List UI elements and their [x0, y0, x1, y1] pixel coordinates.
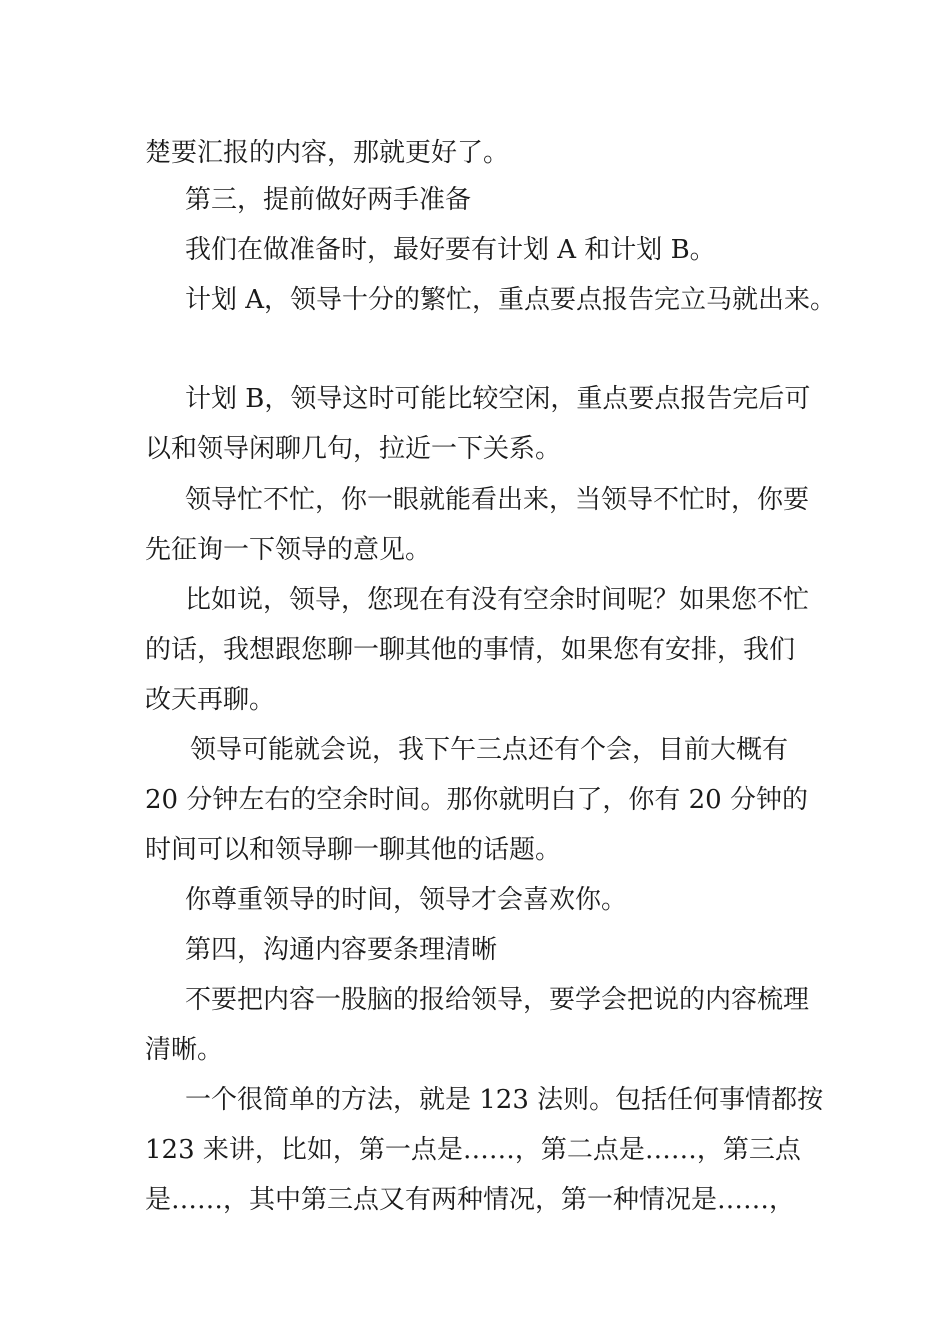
- text-line: 一个很简单的方法，就是 123 法则。包括任何事情都按: [185, 1085, 824, 1115]
- text-line: 以和领导闲聊几句，拉近一下关系。: [145, 434, 562, 464]
- text-line: 20 分钟左右的空余时间。那你就明白了，你有 20 分钟的: [145, 785, 808, 815]
- text-line: 是……，其中第三点又有两种情况，第一种情况是……，: [145, 1185, 796, 1215]
- text-line: 清晰。: [145, 1035, 224, 1065]
- text-line: 改天再聊。: [145, 685, 276, 715]
- text-line: 比如说，领导，您现在有没有空余时间呢？如果您不忙: [185, 585, 810, 615]
- text-line: 计划 B，领导这时可能比较空闲，重点要点报告完后可: [185, 384, 811, 414]
- text-line: 不要把内容一股脑的报给领导，要学会把说的内容梳理: [185, 985, 810, 1015]
- text-line: 楚要汇报的内容，那就更好了。: [145, 138, 510, 168]
- text-line: 的话，我想跟您聊一聊其他的事情，如果您有安排，我们: [145, 635, 796, 665]
- text-line: 领导可能就会说，我下午三点还有个会，目前大概有: [190, 735, 789, 765]
- text-line: 先征询一下领导的意见。: [145, 535, 432, 565]
- section-heading: 第四，沟通内容要条理清晰: [185, 935, 498, 965]
- text-line: 领导忙不忙，你一眼就能看出来，当领导不忙时，你要: [185, 485, 810, 515]
- text-line: 你尊重领导的时间，领导才会喜欢你。: [185, 885, 628, 915]
- text-line: 计划 A，领导十分的繁忙，重点要点报告完立马就出来。: [185, 285, 837, 315]
- text-line: 我们在做准备时，最好要有计划 A 和计划 B。: [185, 235, 716, 265]
- text-line: 123 来讲，比如，第一点是……，第二点是……，第三点: [145, 1135, 801, 1165]
- section-heading: 第三，提前做好两手准备: [185, 185, 472, 215]
- text-line: 时间可以和领导聊一聊其他的话题。: [145, 835, 562, 865]
